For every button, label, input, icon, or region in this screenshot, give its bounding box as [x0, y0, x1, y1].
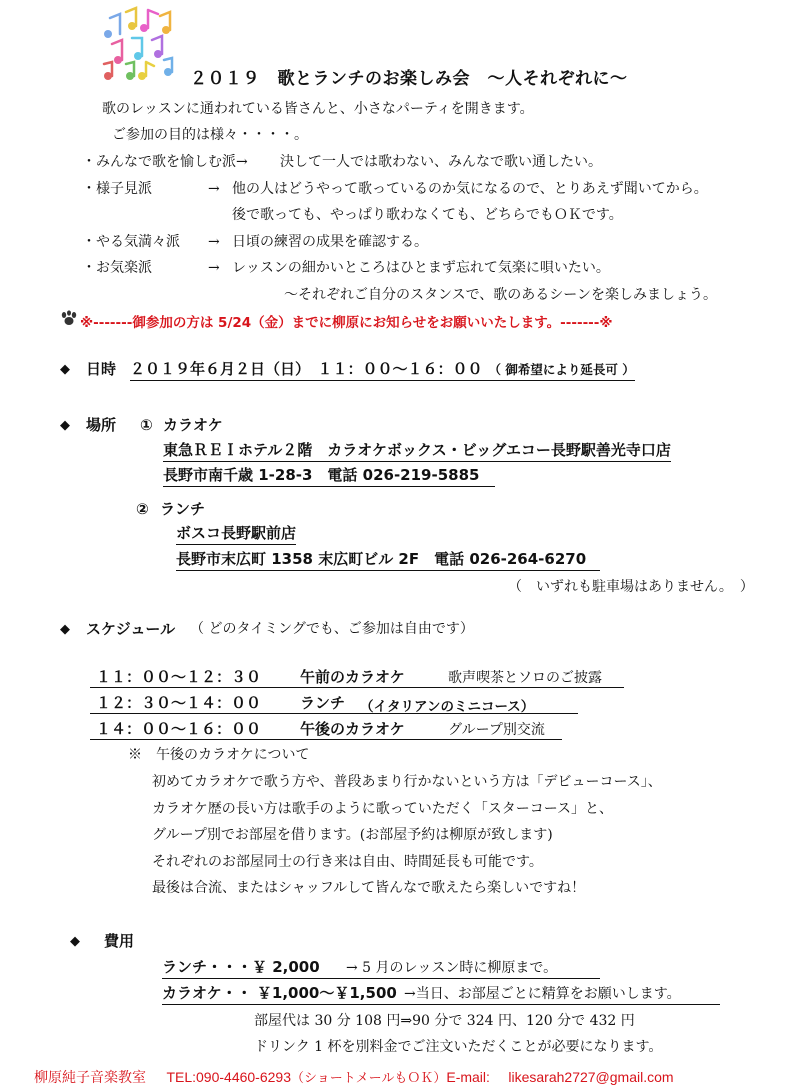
schedule-desc: （イタリアンのミニコース） — [360, 699, 535, 715]
memo-line: カラオケ歴の長い方は歌手のように歌っていただく「スターコース」と、 — [152, 801, 614, 817]
school-name: 柳原純子音楽教室 — [34, 1070, 146, 1086]
type-arrow: → — [208, 260, 220, 276]
type-arrow: → — [208, 234, 220, 250]
schedule-time: １１：００～１２：３０ — [96, 668, 262, 686]
type-desc: 決して一人では歌わない、みんなで歌い通したい。 — [280, 154, 602, 170]
schedule-time: １２：３０～１４：００ — [96, 694, 262, 712]
memo-line: グループ別でお部屋を借ります。(お部屋予約は柳原が致します) — [152, 827, 553, 843]
lunch-address: 長野市末広町 1358 末広町ビル 2F 電話 026-264-6270 — [176, 550, 600, 571]
type-label: ・みんなで歌を愉しむ派→ — [82, 154, 248, 170]
schedule-time: １４：００～１６：００ — [96, 720, 262, 738]
music-notes-logo — [96, 4, 176, 86]
datetime-label: 日時 — [86, 360, 117, 378]
schedule-row — [90, 668, 624, 688]
lunch-label: ランチ — [160, 500, 206, 518]
deadline-notice: ※-------御参加の方は 5/24（金）までに柳原にお知らせをお願いいたします。-------※ — [80, 315, 613, 331]
memo-line: それぞれのお部屋同士の行き来は自由、時間延長も可能です。 — [152, 854, 543, 870]
type-arrow: → — [208, 181, 220, 197]
schedule-note: （ どのタイミングでも、ご参加は自由です） — [190, 621, 474, 637]
lunch-venue: ボスコ長野駅前店 — [176, 524, 296, 545]
diamond-icon: ◆ — [70, 934, 80, 949]
intro-line-2: ご参加の目的は様々・・・・。 — [112, 127, 308, 143]
schedule-name: 午後のカラオケ — [300, 720, 405, 738]
memo-line: 初めてカラオケで歌う方や、普段あまり行かないという方は「デビューコース」、 — [152, 774, 662, 790]
fee-karaoke-price: カラオケ・・ ￥1,000～￥1,500 — [162, 984, 397, 1002]
drink-note: ドリンク 1 杯を別料金でご注文いただくことが必要になります。 — [254, 1039, 663, 1055]
memo-line: 最後は合流、またはシャッフルして皆んなで歌えたら楽しいですね！ — [152, 880, 586, 896]
schedule-name: ランチ — [300, 694, 346, 712]
memo-title: ※ 午後のカラオケについて — [128, 747, 310, 763]
schedule-desc: グループ別交流 — [448, 722, 545, 738]
datetime-value-row — [130, 360, 635, 381]
karaoke-venue: 東急ＲＥＩホテル２階 カラオケボックス・ビッグエコー長野駅善光寺口店 — [163, 441, 671, 462]
schedule-desc: 歌声喫茶とソロのご披露 — [448, 670, 602, 686]
type-label: ・やる気満々派 — [82, 234, 180, 250]
datetime-note: （ 御希望により延長可 ） — [488, 362, 635, 377]
intro-line-1: 歌のレッスンに通われている皆さんと、小さなパーティを開きます。 — [102, 101, 534, 117]
schedule-row — [90, 720, 562, 740]
footer-sms-note: （ショートメールもＯＫ） — [291, 1071, 447, 1086]
footer-contact — [34, 1068, 674, 1088]
type-desc: レッスンの細かいところはひとまず忘れて気楽に唄いたい。 — [232, 260, 610, 276]
footer-email[interactable]: likesarah2727@gmail.com — [508, 1069, 674, 1085]
schedule-name: 午前のカラオケ — [300, 668, 405, 686]
stance-line: ～それぞれご自分のスタンスで、歌のあるシーンを楽しみましょう。 — [284, 287, 718, 303]
diamond-icon: ◆ — [60, 362, 70, 377]
karaoke-number: ① — [140, 416, 153, 434]
type-desc: 他の人はどうやって歌っているのか気になるので、とりあえず聞いてから。 — [232, 181, 708, 197]
fee-lunch-price: ランチ・・・￥ 2,000 — [162, 958, 320, 976]
fee-label: 費用 — [104, 932, 135, 950]
footer-email-label: E-mail: — [446, 1069, 490, 1085]
karaoke-label: カラオケ — [163, 416, 223, 434]
room-fee-note: 部屋代は 30 分 108 円⇒90 分で 324 円、120 分で 432 円 — [254, 1013, 635, 1029]
parking-note: （ いずれも駐車場はありません。 ） — [508, 579, 754, 595]
type-label: ・お気楽派 — [82, 260, 152, 276]
schedule-row — [90, 694, 578, 714]
place-label: 場所 — [86, 416, 117, 434]
lunch-number: ② — [136, 500, 149, 518]
fee-lunch-note: → 5 月のレッスン時に柳原まで。 — [346, 960, 558, 976]
diamond-icon: ◆ — [60, 418, 70, 433]
type-desc: 後で歌っても、やっぱり歌わなくても、どちらでもＯＫです。 — [232, 207, 623, 223]
schedule-label: スケジュール — [86, 620, 176, 638]
karaoke-address: 長野市南千歳 1-28-3 電話 026-219-5885 — [163, 466, 495, 487]
fee-karaoke-note: →当日、お部屋ごとに精算をお願いします。 — [404, 986, 681, 1002]
paw-icon — [60, 310, 78, 330]
fee-lunch-row — [162, 958, 600, 979]
fee-karaoke-row — [162, 984, 720, 1005]
type-desc: 日頃の練習の成果を確認する。 — [232, 234, 428, 250]
type-label: ・様子見派 — [82, 181, 152, 197]
footer-phone[interactable]: TEL:090-4460-6293 — [166, 1069, 291, 1085]
diamond-icon: ◆ — [60, 622, 70, 637]
page-title: ２０１９ 歌とランチのお楽しみ会 ～人それぞれに～ — [190, 69, 628, 89]
datetime-value: ２０１９年６月２日（日） １１：００～１６：００ — [130, 360, 483, 378]
